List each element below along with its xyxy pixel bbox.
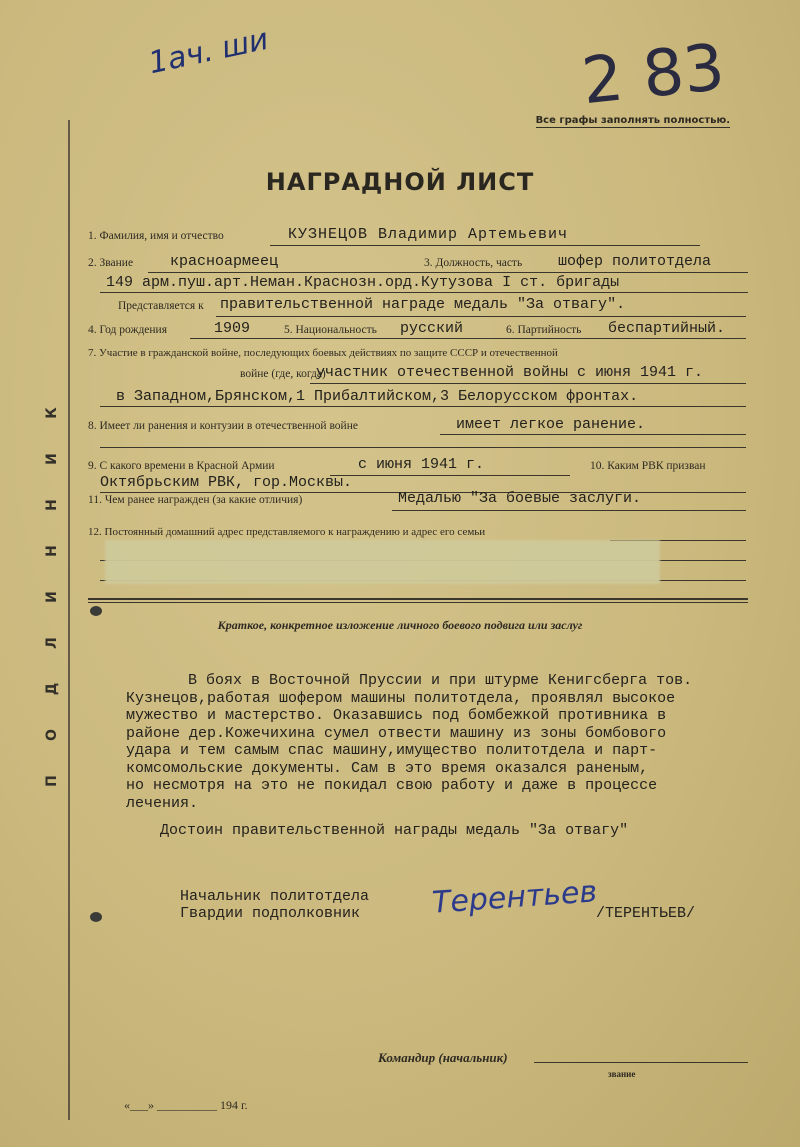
underline <box>100 447 746 448</box>
feat-line: мужество и мастерство. Оказавшись под бомбежкой противника в <box>126 707 667 724</box>
feat-line: Кузнецов,работая шофером машины политотдела, проявлял высокое <box>126 689 676 707</box>
spine-letter: И <box>44 453 60 465</box>
underline <box>216 316 746 317</box>
section-divider <box>88 598 748 600</box>
underline <box>310 383 746 384</box>
rank-label: звание <box>608 1069 636 1079</box>
underline <box>148 272 748 273</box>
feat-line: лечения. <box>126 794 199 812</box>
spine-label <box>44 390 82 804</box>
redacted-address <box>105 540 660 584</box>
field-presented: Представляется к правительственной награде медаль "За отвагу". <box>118 296 626 313</box>
feat-line: В боях в Восточной Пруссии и при штурме Кенигсберга тов. <box>188 672 693 689</box>
spine-letter: Н <box>44 545 60 557</box>
section-divider <box>88 602 748 603</box>
feat-line: удара и тем самым спас машину,имущество политотдела и парт- <box>126 742 658 759</box>
handwritten-number: 2 83 <box>578 30 728 120</box>
field-home-address: 12. Постоянный домашний адрес представляемого к награждению и адрес его семьи <box>88 526 486 538</box>
field-rvk: Октябрьским РВК, гор.Москвы. <box>100 474 353 491</box>
feat-description <box>126 672 766 812</box>
award-recommendation: Достоин правительственной награды медаль "За отвагу" <box>160 822 629 839</box>
field-birth-nationality-party: 4. Год рождения 1909 5. Национальность русский 6. Партийность беспартийный. <box>88 320 726 337</box>
spine-letter: Н <box>44 499 60 511</box>
underline <box>100 292 748 293</box>
field-army-since: 9. С какого времени в Красной Армии с июня 1941 г. 10. Каким РВК призван <box>88 456 706 473</box>
field-previous-awards: 11. Чем ранее награжден (за какие отличия) Медалью "За боевые заслуги. <box>88 490 642 507</box>
field-participation: 7. Участие в гражданской войне, последующих боевых действиях по защите СССР и отечественной <box>88 347 558 359</box>
underline <box>190 338 746 339</box>
fill-instruction: Все графы заполнять полностью. <box>535 115 730 126</box>
spine-letter: И <box>44 591 60 603</box>
spine-letter: П <box>44 775 60 787</box>
field-wounds: 8. Имеет ли ранения и контузии в отечественной войне имеет легкое ранение. <box>88 416 646 433</box>
feat-line: но несмотря на это не покидал свою работу и даже в процессе <box>126 777 658 794</box>
field-rank-position: 2. Звание красноармеец 3. Должность, часть шофер политотдела <box>88 253 712 270</box>
underline <box>534 1062 748 1063</box>
commander-label: Командир (начальник) <box>378 1050 508 1065</box>
field-full-name: 1. Фамилия, имя и отчество КУЗНЕЦОВ Владимир Артемьевич <box>88 226 569 243</box>
field-unit: 149 арм.пуш.арт.Неман.Краснозн.орд.Кутузова I ст. бригады <box>106 274 620 291</box>
feat-line: комсомольские документы. Сам в это время оказался раненым, <box>126 759 649 777</box>
underline <box>270 245 700 246</box>
underline <box>392 510 746 511</box>
signatory-name: /ТЕРЕНТЬЕВ/ <box>596 905 696 922</box>
punch-hole <box>90 606 102 616</box>
spine-letter: О <box>44 729 60 741</box>
punch-hole <box>90 912 102 922</box>
handwritten-note: 1ач. ши <box>145 21 272 82</box>
field-participation-fronts: в Западном,Брянском,1 Прибалтийском,3 Белорусском фронтах. <box>116 388 639 405</box>
underline <box>440 434 746 435</box>
spine-letter: Л <box>44 637 60 649</box>
signatory-title: Начальник политотдела <box>180 888 370 905</box>
feat-heading: Краткое, конкретное изложение личного боевого подвига или заслуг <box>217 618 583 632</box>
date-line: «___» __________ 194 г. <box>124 1098 248 1112</box>
underline <box>100 406 746 407</box>
feat-line: районе дер.Кожечихина сумел отвести машину из зоны бомбового <box>126 724 667 742</box>
handwritten-signature: Терентьев <box>430 874 599 921</box>
spine-letter: К <box>44 407 60 419</box>
page-title: НАГРАДНОЙ ЛИСТ <box>265 168 535 196</box>
signatory-rank: Гвардии подполковник <box>180 905 361 922</box>
spine-letter: Д <box>44 682 60 696</box>
